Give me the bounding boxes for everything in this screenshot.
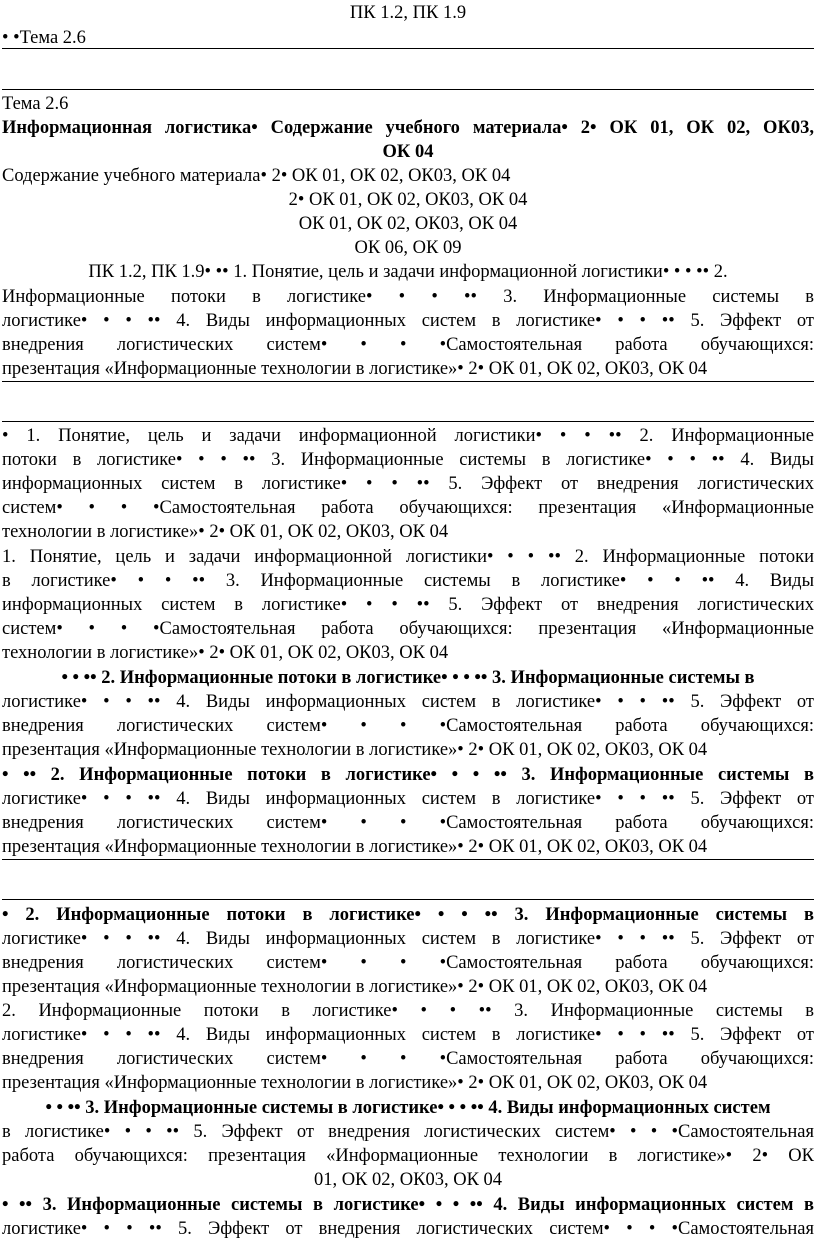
text-line: логистике• • • •• 4. Виды информационных систем в логистике• • • •• 5. Эффект от [2,311,814,331]
text-line: ОК 04 [382,142,434,162]
text-line: технологии в логистике»• 2• ОК 01, ОК 02, ОК03, ОК 04 [2,643,449,663]
text-line: информационных систем в логистике• • • •• 5. Эффект от внедрения логистических [2,595,814,615]
text-line: презентация «Информационные технологии в логистике»• 2• ОК 01, ОК 02, ОК03, ОК 04 [2,977,708,997]
divider [2,421,814,422]
text-line: потоки в логистике• • • •• 3. Информационные системы в логистике• • • •• 4. Виды [2,450,814,470]
text-line: внедрения логистических систем• • • •Самостоятельная работа обучающихся: [2,1049,814,1069]
text-line: логистике• • • •• 4. Виды информационных систем в логистике• • • •• 5. Эффект от [2,789,814,809]
text-line: • 2. Информационные потоки в логистике• • • •• 3. Информационные системы в [2,905,814,925]
text-line: в логистике• • • •• 5. Эффект от внедрения логистических систем• • • •Самостоятельная [2,1122,814,1142]
text-line: 2. Информационные потоки в логистике• • • •• 3. Информационные системы в [2,1001,814,1021]
header-tema: • •Тема 2.6 [2,28,86,48]
text-line: Информационная логистика• Содержание учебного материала• 2• ОК 01, ОК 02, ОК03, [2,118,814,138]
text-line: логистике• • • •• 5. Эффект от внедрения логистических систем• • • •Самостоятельная [2,1219,814,1239]
text-line: ОК 01, ОК 02, ОК03, ОК 04 [298,214,518,234]
text-line: презентация «Информационные технологии в логистике»• 2• ОК 01, ОК 02, ОК03, ОК 04 [2,1073,708,1093]
text-line: • 1. Понятие, цель и задачи информационной логистики• • • •• 2. Информационные [2,426,814,446]
text-line: внедрения логистических систем• • • •Самостоятельная работа обучающихся: [2,335,814,355]
text-line: технологии в логистике»• 2• ОК 01, ОК 02, ОК03, ОК 04 [2,522,449,542]
text-line: презентация «Информационные технологии в логистике»• 2• ОК 01, ОК 02, ОК03, ОК 04 [2,837,708,857]
text-line: логистике• • • •• 4. Виды информационных систем в логистике• • • •• 5. Эффект от [2,1025,814,1045]
text-line: внедрения логистических систем• • • •Самостоятельная работа обучающихся: [2,953,814,973]
text-line: ОК 06, ОК 09 [354,238,462,258]
text-line: ПК 1.2, ПК 1.9• •• 1. Понятие, цель и задачи информационной логистики• • • •• 2. [88,262,728,282]
text-line: • • •• 3. Информационные системы в логистике• • • •• 4. Виды информационных систем [45,1098,771,1118]
text-line: Содержание учебного материала• 2• ОК 01, ОК 02, ОК03, ОК 04 [2,166,511,186]
text-line: логистике• • • •• 4. Виды информационных систем в логистике• • • •• 5. Эффект от [2,929,814,949]
text-line: в логистике• • • •• 3. Информационные системы в логистике• • • •• 4. Виды [2,571,814,591]
text-line: работа обучающихся: презентация «Информационные технологии в логистике»• 2• ОК [2,1146,814,1166]
divider [2,89,814,90]
divider [2,859,814,860]
text-line: презентация «Информационные технологии в логистике»• 2• ОК 01, ОК 02, ОК03, ОК 04 [2,359,708,379]
divider [2,48,814,49]
text-line: систем• • • •Самостоятельная работа обучающихся: презентация «Информационные [2,619,814,639]
text-line: логистике• • • •• 4. Виды информационных систем в логистике• • • •• 5. Эффект от [2,692,814,712]
divider [2,899,814,900]
text-line: • •• 3. Информационные системы в логистике• • • •• 4. Виды информационных систем в [2,1195,814,1215]
text-line: систем• • • •Самостоятельная работа обучающихся: презентация «Информационные [2,498,814,518]
text-line: 01, ОК 02, ОК03, ОК 04 [313,1170,503,1190]
text-line: информационных систем в логистике• • • •• 5. Эффект от внедрения логистических [2,474,814,494]
divider [2,381,814,382]
text-line: • • •• 2. Информационные потоки в логистике• • • •• 3. Информационные системы в [61,668,755,688]
text-line: Информационные потоки в логистике• • • •• 3. Информационные системы в [2,287,814,307]
text-line: Тема 2.6 [2,94,69,114]
text-line: внедрения логистических систем• • • •Самостоятельная работа обучающихся: [2,813,814,833]
text-line: презентация «Информационные технологии в логистике»• 2• ОК 01, ОК 02, ОК03, ОК 04 [2,740,708,760]
text-line: 1. Понятие, цель и задачи информационной логистики• • • •• 2. Информационные потоки [2,547,814,567]
text-line: внедрения логистических систем• • • •Самостоятельная работа обучающихся: [2,716,814,736]
text-line: • •• 2. Информационные потоки в логистике• • • •• 3. Информационные системы в [2,765,814,785]
header-pk: ПК 1.2, ПК 1.9 [349,3,467,23]
text-line: 2• ОК 01, ОК 02, ОК03, ОК 04 [288,190,528,210]
